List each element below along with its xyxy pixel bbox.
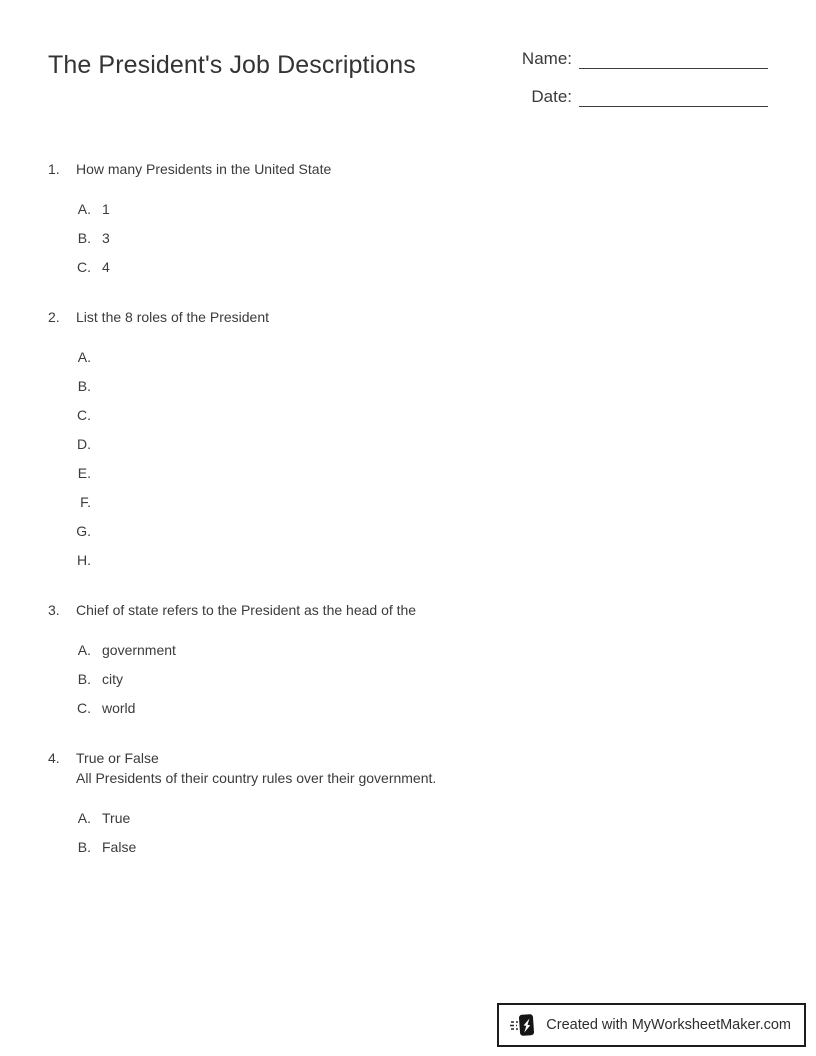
question-stem-line: How many Presidents in the United State: [76, 161, 332, 177]
choice-letter: B.: [77, 839, 91, 855]
choice-text: 3: [102, 230, 110, 246]
choice-text: 1: [102, 201, 110, 217]
choice-letter: C.: [77, 700, 91, 716]
question-number: 4.: [48, 750, 60, 766]
choice-row: [76, 459, 768, 488]
question-number: 2.: [48, 309, 60, 325]
choice-row: [76, 517, 768, 546]
choice-row: [76, 636, 768, 665]
choice-list: [76, 343, 768, 575]
question-stem-row: [48, 600, 768, 620]
choice-row: [76, 488, 768, 517]
question: [48, 748, 768, 862]
choice-row: [76, 401, 768, 430]
choice-letter: H.: [77, 552, 91, 568]
choice-text: [102, 343, 768, 372]
choice-list: [76, 636, 768, 723]
question-number: 3.: [48, 602, 60, 618]
question-stem: [76, 159, 768, 179]
choice-row: [76, 694, 768, 723]
question-stem-row: [48, 159, 768, 179]
question-stem-line: True or False: [76, 750, 159, 766]
choice-text: [102, 517, 768, 546]
choice-letter: B.: [77, 671, 91, 687]
choice-text: [102, 401, 768, 430]
question: [48, 307, 768, 575]
date-blank-line: [579, 86, 768, 107]
question-stem-line: All Presidents of their country rules over their government.: [76, 770, 437, 786]
choice-row: [76, 665, 768, 694]
choice-letter: G.: [76, 523, 91, 539]
choice-letter: E.: [77, 465, 91, 481]
footer-badge[interactable]: [497, 1003, 806, 1047]
choice-text: city: [102, 671, 123, 687]
choice-text: 4: [102, 259, 110, 275]
choice-text: [102, 546, 768, 575]
choice-letter: A.: [77, 642, 91, 658]
worksheet-maker-logo-icon: [510, 1012, 537, 1039]
choice-text: [102, 430, 768, 459]
question: [48, 159, 768, 282]
choice-letter: A.: [77, 810, 91, 826]
question-stem-line: Chief of state refers to the President as the head of the: [76, 602, 417, 618]
question-stem: [76, 307, 768, 327]
page-title: The President's Job Descriptions: [48, 51, 416, 79]
choice-text: [102, 488, 768, 517]
choice-letter: D.: [77, 436, 91, 452]
choice-letter: F.: [80, 494, 91, 510]
choice-row: [76, 546, 768, 575]
question-stem-row: [48, 748, 768, 788]
choice-row: [76, 430, 768, 459]
name-label: Name:: [521, 49, 572, 68]
footer-credit-text: Created with MyWorksheetMaker.com: [546, 1017, 791, 1033]
choice-text: True: [102, 810, 131, 826]
choice-row: [76, 372, 768, 401]
question-stem-line: List the 8 roles of the President: [76, 309, 269, 325]
choice-letter: A.: [77, 349, 91, 365]
date-label: Date:: [531, 87, 572, 106]
choice-row: [76, 804, 768, 833]
choice-row: [76, 195, 768, 224]
question-stem: [76, 600, 768, 620]
choice-row: [76, 253, 768, 282]
name-date-fields: [510, 44, 768, 122]
question-list: [48, 159, 768, 862]
question-stem: [76, 748, 768, 788]
choice-letter: B.: [77, 230, 91, 246]
date-field: [510, 84, 768, 107]
question-number: 1.: [48, 161, 60, 177]
question-stem-row: [48, 307, 768, 327]
choice-text: [102, 372, 768, 401]
choice-row: [76, 833, 768, 862]
name-field: [510, 46, 768, 69]
choice-text: [102, 459, 768, 488]
worksheet-header: [48, 44, 768, 122]
choice-text: False: [102, 839, 137, 855]
choice-letter: C.: [77, 407, 91, 423]
choice-text: world: [102, 700, 136, 716]
question: [48, 600, 768, 723]
choice-row: [76, 343, 768, 372]
choice-letter: C.: [77, 259, 91, 275]
name-blank-line: [579, 48, 768, 69]
choice-text: government: [102, 642, 176, 658]
choice-letter: B.: [77, 378, 91, 394]
choice-list: [76, 804, 768, 862]
choice-list: [76, 195, 768, 282]
choice-letter: A.: [77, 201, 91, 217]
choice-row: [76, 224, 768, 253]
